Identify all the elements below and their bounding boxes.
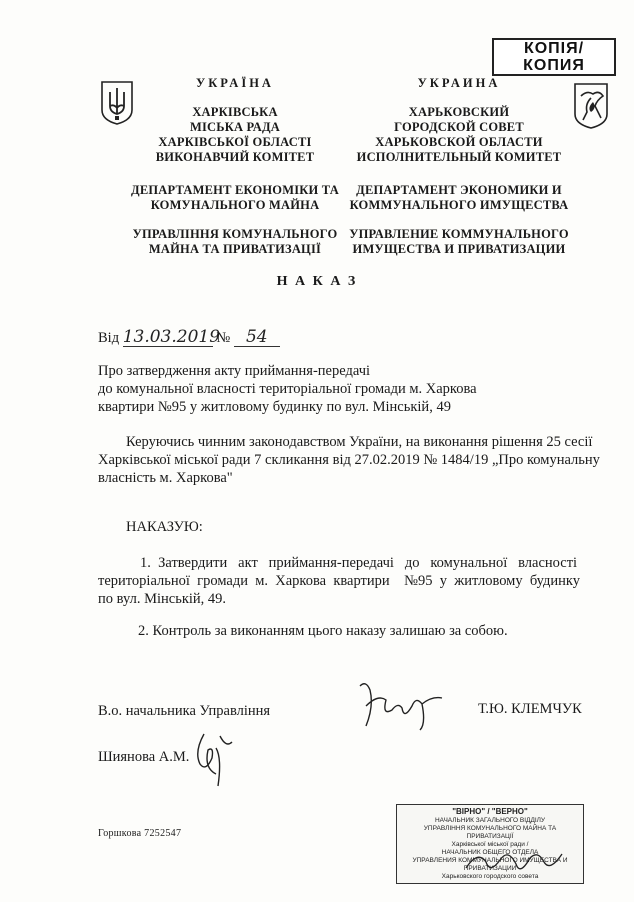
kharkiv-emblem-icon [573,82,609,130]
executor-signature-icon [186,728,238,790]
date-line [98,328,280,347]
certification-title: "ВІРНО" / "ВЕРНО" [452,807,528,816]
subject [98,362,578,416]
executor-name: Шиянова А.М. [98,749,190,765]
header-ua-council-2: МІСЬКА РАДА [189,120,281,134]
signatory-name: Т.Ю. КЛЕМЧУК [478,701,582,717]
certification-line-3: Харківської міської ради / [451,841,529,848]
header-ua-council-4: ВИКОНАВЧИЙ КОМІТЕТ [155,150,315,164]
certification-signature-icon [460,840,568,880]
order-item-1 [98,554,618,608]
preamble [98,433,618,487]
document-title: Н А К А З [276,274,358,289]
preamble-line-1: Керуючись чинним законодавством України, на виконання рішення 25 сесії [126,434,593,450]
header-ua-council-3: ХАРКІВСЬКОЇ ОБЛАСТІ [158,135,312,149]
header-ru-council-2: ГОРОДСКОЙ СОВЕТ [394,120,524,134]
header-ru-council-1: ХАРЬКОВСКИЙ [408,105,510,119]
header-ua-division-1: УПРАВЛІННЯ КОМУНАЛЬНОГО [132,227,338,241]
order-item-2: 2. Контроль за виконанням цього наказу залишаю за собою. [138,623,508,639]
certification-line-6: Харьковского городского совета [441,873,539,880]
copy-stamp-line-ua: КОПІЯ/ [523,40,585,57]
number-label: № [216,330,231,346]
signatory-position: В.о. начальника Управління [98,703,271,719]
header-ru-division-2: ИМУЩЕСТВА И ПРИВАТИЗАЦИИ [352,242,566,256]
header-ua-department-1: ДЕПАРТАМЕНТ ЕКОНОМІКИ ТА [131,183,339,197]
header-ru-council-3: ХАРЬКОВСКОЙ ОБЛАСТИ [375,135,543,149]
order-item-1-line-2: територіальної громади м. Харкова квартири №95 у житловому будинку [98,573,581,589]
header-ua [130,76,340,257]
header-ru-division-1: УПРАВЛЕНИЕ КОММУНАЛЬНОГО [349,227,569,241]
certification-line-2: УПРАВЛІННЯ КОМУНАЛЬНОГО МАЙНА ТА ПРИВАТИЗАЦІЇ [423,825,557,840]
header-ru-council-4: ИСПОЛНИТЕЛЬНЫЙ КОМИТЕТ [356,150,562,164]
header-ua-department-2: КОМУНАЛЬНОГО МАЙНА [150,198,320,212]
order-item-1-line-3: по вул. Мінській, 49. [98,591,227,607]
header-ua-division-2: МАЙНА ТА ПРИВАТИЗАЦІЇ [148,242,322,256]
preamble-line-3: власність м. Харкова" [98,470,233,486]
subject-line-3: квартири №95 у житловому будинку по вул. Мінській, 49 [98,399,451,415]
executor-phone: Горшкова 7252547 [98,828,182,839]
order-word: НАКАЗУЮ: [126,519,203,535]
header-ua-country: УКРАЇНА [196,76,274,90]
certification-line-4: НАЧАЛЬНИК ОБЩЕГО ОТДЕЛА [441,849,539,856]
order-item-1-line-1: 1. Затвердити акт приймання-передачі до комунальної власності [140,555,578,571]
date-from-label: Від [98,330,120,346]
header-ru-department-1: ДЕПАРТАМЕНТ ЭКОНОМИКИ И [356,183,562,197]
header-ru [348,76,570,257]
date-value: 13.03.2019 [122,327,221,347]
header-ru-country: УКРАИНА [417,76,501,90]
copy-stamp-line-ru: КОПИЯ [523,57,585,74]
header-ru-department-2: КОММУНАЛЬНОГО ИМУЩЕСТВА [349,198,569,212]
certification-line-1: НАЧАЛЬНИК ЗАГАЛЬНОГО ВІДДІЛУ [434,817,546,824]
ukraine-coat-of-arms-icon [100,80,134,126]
subject-line-1: Про затвердження акту приймання-передачі [98,363,371,379]
subject-line-2: до комунальної власності територіальної громади м. Харкова [98,381,477,397]
certification-line-5: УПРАВЛЕНИЯ КОММУНАЛЬНОГО ИМУЩЕСТВА И ПРИВАТИЗАЦИИ [412,857,568,872]
number-value: 54 [234,328,280,347]
head-signature-icon [352,676,448,734]
header-ua-council-1: ХАРКІВСЬКА [192,105,278,119]
preamble-line-2: Харківської міської ради 7 скликання від 27.02.2019 № 1484/19 „Про комунальну [98,452,600,468]
copy-stamp [492,38,616,76]
